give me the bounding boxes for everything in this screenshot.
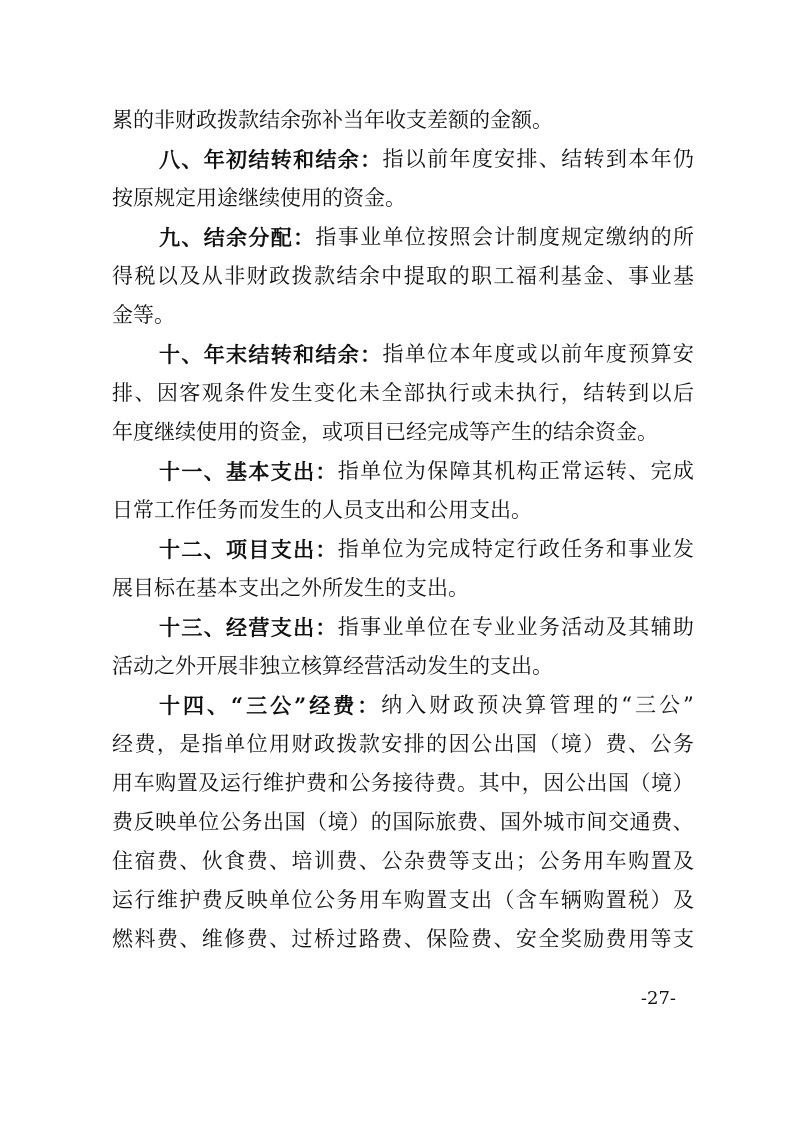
text-line: 十 、 年 末 结 转 和 结 余 ： 指 单 位 本 年 度 或 以 前 年 度 预 算 安 — [159, 342, 694, 367]
page-number: -27- — [640, 988, 676, 1009]
body-text — [112, 101, 694, 959]
text-line: 十 一 、 基 本 支 出 ： 指 单 位 为 保 障 其 机 构 正 常 运 转 、 完 成 — [159, 459, 694, 484]
text-line: 住 宿 费 、 伙 食 费 、 培 训 费 、 公 杂 费 等 支 出 ； 公 务 用 车 购 置 及 — [112, 849, 694, 873]
text-line: 得 税 以 及 从 非 财 政 拨 款 结 余 中 提 取 的 职 工 福 利 基 金 、 事 业 基 — [112, 264, 694, 288]
text-line: 八 、 年 初 结 转 和 结 余 ： 指 以 前 年 度 安 排 、 结 转 到 本 年 仍 — [159, 147, 694, 172]
text-line: 金 等 。 — [112, 303, 175, 327]
text-line: 十 四 、 “ 三 公 ” 经 费 ： 纳 入 财 政 预 决 算 管 理 的 “ 三 公 ” — [159, 693, 694, 718]
text-line: 十 三 、 经 营 支 出 ： 指 事 业 单 位 在 专 业 业 务 活 动 及 其 辅 助 — [159, 615, 694, 640]
text-line: 运 行 维 护 费 反 映 单 位 公 务 用 车 购 置 支 出 （ 含 车 辆 购 置 税 ） 及 — [112, 888, 694, 912]
text-line: 费 反 映 单 位 公 务 出 国 （ 境 ） 的 国 际 旅 费 、 国 外 城 市 间 交 通 费 、 — [112, 810, 694, 834]
text-line: 燃 料 费 、 维 修 费 、 过 桥 过 路 费 、 保 险 费 、 安 全 奖 励 费 用 等 支 — [112, 927, 694, 951]
text-line: 活 动 之 外 开 展 非 独 立 核 算 经 营 活 动 发 生 的 支 出 。 — [112, 654, 553, 678]
text-line: 日 常 工 作 任 务 而 发 生 的 人 员 支 出 和 公 用 支 出 。 — [112, 498, 532, 522]
text-line: 累 的 非 财 政 拨 款 结 余 弥 补 当 年 收 支 差 额 的 金 额 。 — [112, 108, 553, 132]
text-line: 展 目 标 在 基 本 支 出 之 外 所 发 生 的 支 出 。 — [112, 576, 469, 600]
text-line: 排 、 因 客 观 条 件 发 生 变 化 未 全 部 执 行 或 未 执 行 ， 结 转 到 以 后 — [112, 381, 694, 405]
text-line: 十 二 、 项 目 支 出 ： 指 单 位 为 完 成 特 定 行 政 任 务 和 事 业 发 — [159, 537, 694, 562]
text-line: 用 车 购 置 及 运 行 维 护 费 和 公 务 接 待 费 。 其 中 ， 因 公 出 国 （ 境 ） — [112, 771, 694, 795]
text-line: 经 费 ， 是 指 单 位 用 财 政 拨 款 安 排 的 因 公 出 国 （ 境 ） 费 、 公 务 — [112, 732, 694, 756]
text-line: 九 、 结 余 分 配 ： 指 事 业 单 位 按 照 会 计 制 度 规 定 缴 纳 的 所 — [159, 225, 694, 250]
text-line: 年 度 继 续 使 用 的 资 金 ， 或 项 目 已 经 完 成 等 产 生 的 结 余 资 金 。 — [112, 420, 658, 444]
text-line: 按 原 规 定 用 途 继 续 使 用 的 资 金 。 — [112, 186, 406, 210]
